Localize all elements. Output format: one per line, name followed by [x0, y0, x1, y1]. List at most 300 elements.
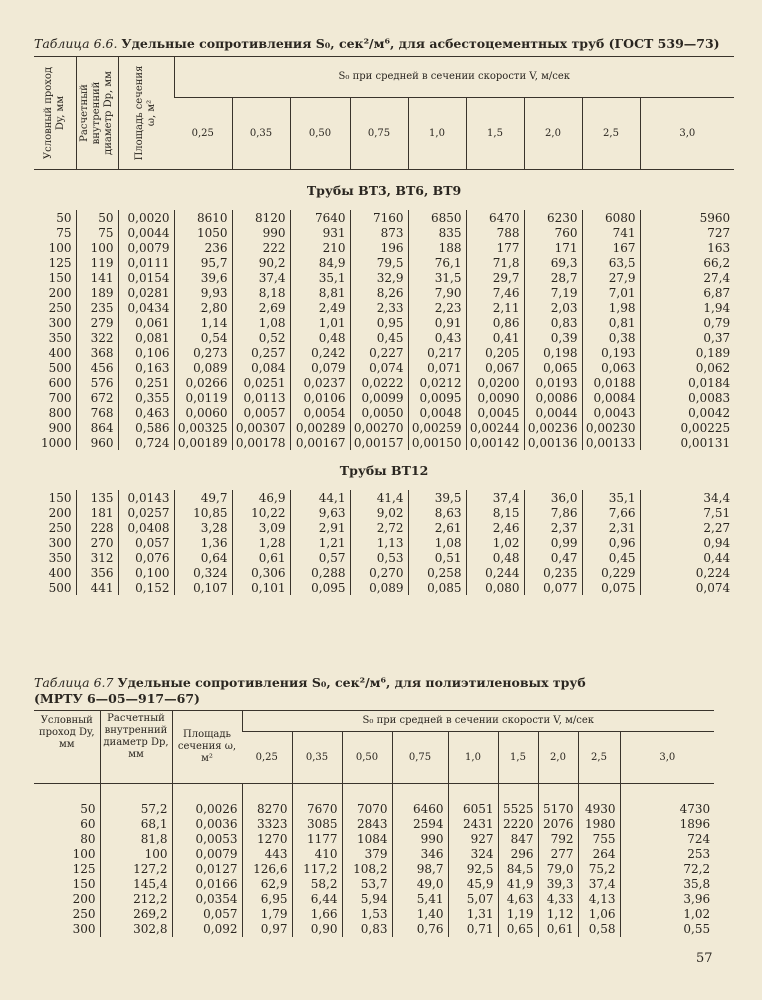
header-dp: Расчетный внутренний диаметр Dр, мм — [76, 57, 118, 170]
table-row — [34, 565, 734, 580]
table-cell: 2,11 — [466, 300, 524, 315]
table-cell: 864 — [76, 420, 118, 435]
table-cell: 2,72 — [350, 520, 408, 535]
table-cell: 0,81 — [582, 315, 640, 330]
table-cell: 0,54 — [174, 330, 232, 345]
table-cell: 269,2 — [100, 907, 172, 922]
table-cell: 700 — [48, 390, 72, 405]
table-cell: 1,01 — [290, 315, 350, 330]
table-cell: 0,44 — [640, 550, 734, 565]
table-cell: 0,55 — [620, 922, 714, 937]
table-cell: 0,41 — [466, 330, 524, 345]
table-cell: 0,092 — [172, 922, 242, 937]
table-cell: 5525 — [498, 802, 538, 817]
table-cell: 1,31 — [448, 907, 498, 922]
table-cell: 200 — [48, 505, 72, 520]
table-cell: 0,90 — [292, 922, 342, 937]
table-cell: 755 — [578, 832, 620, 847]
table-cell: 7070 — [342, 802, 392, 817]
table-cell: 2,33 — [350, 300, 408, 315]
table-cell: 45,9 — [448, 877, 498, 892]
table-cell: 0,0099 — [350, 390, 408, 405]
table-cell: 2594 — [392, 817, 448, 832]
table-row — [34, 240, 734, 255]
table-cell: 8,26 — [350, 285, 408, 300]
table-cell: 0,52 — [232, 330, 290, 345]
table-cell: 0,0127 — [172, 862, 242, 877]
spacer-cell — [100, 784, 172, 802]
table-cell: 0,00189 — [174, 435, 232, 450]
header-dy: Условный проход Dy, мм — [42, 66, 66, 160]
table-row — [34, 225, 734, 240]
table-cell: 0,0266 — [174, 375, 232, 390]
table-cell: 0,586 — [118, 420, 174, 435]
table-row — [34, 315, 734, 330]
table-cell: 600 — [48, 375, 72, 390]
table-cell: 1,36 — [174, 535, 232, 550]
table-row — [34, 535, 734, 550]
table-cell: 5170 — [538, 802, 578, 817]
table-66-label: Таблица 6.6. — [34, 36, 118, 51]
table-cell: 150 — [48, 490, 72, 505]
table-cell: 32,9 — [350, 270, 408, 285]
table-cell: 1,02 — [466, 535, 524, 550]
table-cell: 1896 — [620, 817, 714, 832]
table-cell: 8120 — [232, 210, 290, 225]
speed-header-cell: 0,25 — [191, 128, 214, 139]
table-cell: 44,1 — [290, 490, 350, 505]
speed-header-cell: 0,35 — [292, 732, 342, 784]
table-cell: 0,189 — [640, 345, 734, 360]
table-cell: 0,0057 — [232, 405, 290, 420]
table-cell: 727 — [640, 225, 734, 240]
table-cell: 0,075 — [582, 580, 640, 595]
table-cell: 228 — [76, 520, 118, 535]
table-cell: 368 — [76, 345, 118, 360]
table-cell: 0,324 — [174, 565, 232, 580]
table-cell: 279 — [76, 315, 118, 330]
table-cell: 270 — [76, 535, 118, 550]
table-cell: 1,06 — [578, 907, 620, 922]
table-cell: 0,0188 — [582, 375, 640, 390]
table-cell: 7,90 — [408, 285, 466, 300]
table-row — [34, 390, 734, 405]
table-cell: 0,71 — [448, 922, 498, 937]
table-cell: 3,96 — [620, 892, 714, 907]
table-cell: 0,0212 — [408, 375, 466, 390]
table-cell: 0,0200 — [466, 375, 524, 390]
table-cell: 0,0079 — [118, 240, 174, 255]
table-cell: 0,0042 — [640, 405, 734, 420]
table-cell: 3,09 — [232, 520, 290, 535]
header-area: Площадь сечения ω, м² — [118, 57, 174, 170]
table-cell: 3,28 — [174, 520, 232, 535]
table-cell: 1980 — [578, 817, 620, 832]
table-row — [34, 520, 734, 535]
table-cell: 0,00178 — [232, 435, 290, 450]
table-cell: 0,084 — [232, 360, 290, 375]
speed-header-cell: 0,50 — [290, 98, 350, 170]
table-cell: 0,080 — [466, 580, 524, 595]
table-cell: 0,00136 — [524, 435, 582, 450]
table-cell: 800 — [48, 405, 72, 420]
table-cell: 0,48 — [290, 330, 350, 345]
table-cell: 0,0434 — [118, 300, 174, 315]
table-cell: 296 — [498, 847, 538, 862]
table-cell: 410 — [292, 847, 342, 862]
section-title-row — [34, 170, 734, 211]
table-cell: 0,270 — [350, 565, 408, 580]
table-cell: 0,074 — [640, 580, 734, 595]
table-cell: 0,217 — [408, 345, 466, 360]
table-cell: 322 — [76, 330, 118, 345]
table-cell: 741 — [582, 225, 640, 240]
table-cell: 0,00167 — [290, 435, 350, 450]
table-cell: 6,95 — [242, 892, 292, 907]
table-cell: 1050 — [174, 225, 232, 240]
table-cell: 8,18 — [232, 285, 290, 300]
table-cell: 163 — [640, 240, 734, 255]
table-cell: 49,0 — [392, 877, 448, 892]
table-cell: 2,91 — [290, 520, 350, 535]
table-cell: 7,46 — [466, 285, 524, 300]
table-cell: 0,106 — [118, 345, 174, 360]
speed-header-cell: 1,0 — [408, 98, 466, 170]
table-cell: 990 — [232, 225, 290, 240]
table-cell: 0,235 — [524, 565, 582, 580]
table-cell: 37,4 — [232, 270, 290, 285]
table-cell: 0,067 — [466, 360, 524, 375]
table-cell: 960 — [76, 435, 118, 450]
table-cell: 2,49 — [290, 300, 350, 315]
spacer-cell — [34, 784, 100, 802]
table-cell: 0,00157 — [350, 435, 408, 450]
table-cell: 0,0086 — [524, 390, 582, 405]
table-cell: 7640 — [290, 210, 350, 225]
table-cell: 39,6 — [174, 270, 232, 285]
table-cell: 0,0193 — [524, 375, 582, 390]
table-cell: 79,5 — [350, 255, 408, 270]
table-cell: 0,57 — [290, 550, 350, 565]
table-cell: 150 — [72, 877, 96, 891]
table-cell: 41,4 — [350, 490, 408, 505]
table-cell: 4930 — [578, 802, 620, 817]
table-cell: 1,13 — [350, 535, 408, 550]
table-cell: 6850 — [408, 210, 466, 225]
table-cell: 0,83 — [342, 922, 392, 937]
table-67-title-line2: (МРТУ 6—05—917—67) — [34, 691, 200, 706]
table-cell: 39,5 — [408, 490, 466, 505]
table-cell: 6051 — [448, 802, 498, 817]
table-cell: 0,86 — [466, 315, 524, 330]
spacer-cell — [342, 784, 392, 802]
table-cell: 0,61 — [232, 550, 290, 565]
t67-header-area: Площадь сечения ω, м² — [172, 711, 242, 784]
table-cell: 31,5 — [408, 270, 466, 285]
table-cell: 576 — [76, 375, 118, 390]
table-cell: 4,33 — [538, 892, 578, 907]
table-cell: 0,0053 — [172, 832, 242, 847]
table-cell: 150 — [48, 270, 72, 285]
header-speed-group: S₀ при средней в сечении скорости V, м/сек — [174, 57, 734, 98]
table-cell: 35,1 — [290, 270, 350, 285]
table-67-body — [34, 784, 714, 937]
table-cell: 188 — [408, 240, 466, 255]
table-row — [34, 435, 734, 450]
table-cell: 400 — [48, 345, 72, 360]
table-cell: 27,9 — [582, 270, 640, 285]
table-cell: 53,7 — [342, 877, 392, 892]
table-cell: 0,061 — [118, 315, 174, 330]
table-cell: 119 — [76, 255, 118, 270]
table-cell: 200 — [48, 285, 72, 300]
table-cell: 0,00133 — [582, 435, 640, 450]
table-cell: 0,0043 — [582, 405, 640, 420]
table-cell: 0,0281 — [118, 285, 174, 300]
spacer-cell — [620, 784, 714, 802]
table-cell: 0,258 — [408, 565, 466, 580]
table-cell: 0,081 — [118, 330, 174, 345]
table-cell: 2,69 — [232, 300, 290, 315]
table-cell: 60 — [80, 817, 96, 831]
table-cell: 66,2 — [640, 255, 734, 270]
table-cell: 10,85 — [174, 505, 232, 520]
table-cell: 50 — [56, 210, 72, 225]
table-cell: 108,2 — [342, 862, 392, 877]
table-cell: 72,2 — [620, 862, 714, 877]
table-cell: 0,0106 — [290, 390, 350, 405]
table-cell: 0,463 — [118, 405, 174, 420]
table-cell: 0,99 — [524, 535, 582, 550]
table-row — [34, 892, 714, 907]
table-cell: 0,91 — [408, 315, 466, 330]
table-cell: 27,4 — [640, 270, 734, 285]
speed-header-cell: 0,25 — [255, 752, 278, 763]
table-cell: 63,5 — [582, 255, 640, 270]
table-cell: 0,163 — [118, 360, 174, 375]
table-cell: 37,4 — [466, 490, 524, 505]
table-cell: 0,39 — [524, 330, 582, 345]
table-cell: 1000 — [40, 435, 72, 450]
table-cell: 95,7 — [174, 255, 232, 270]
table-row — [34, 255, 734, 270]
table-cell: 346 — [392, 847, 448, 862]
table-cell: 141 — [76, 270, 118, 285]
spacer-cell — [578, 784, 620, 802]
table-cell: 6,44 — [292, 892, 342, 907]
table-cell: 46,9 — [232, 490, 290, 505]
table-cell: 0,227 — [350, 345, 408, 360]
table-cell: 0,00307 — [232, 420, 290, 435]
table-cell: 8270 — [242, 802, 292, 817]
table-cell: 7,19 — [524, 285, 582, 300]
table-row — [34, 360, 734, 375]
table-67 — [34, 710, 714, 937]
table-cell: 0,076 — [118, 550, 174, 565]
table-cell: 0,071 — [408, 360, 466, 375]
table-cell: 927 — [448, 832, 498, 847]
table-cell: 117,2 — [292, 862, 342, 877]
table-cell: 0,0044 — [118, 225, 174, 240]
table-cell: 127,2 — [100, 862, 172, 877]
table-row — [34, 405, 734, 420]
table-cell: 0,76 — [392, 922, 448, 937]
table-row — [34, 832, 714, 847]
table-cell: 0,51 — [408, 550, 466, 565]
table-cell: 0,45 — [582, 550, 640, 565]
table-row — [34, 817, 714, 832]
table-cell: 0,94 — [640, 535, 734, 550]
table-cell: 250 — [48, 300, 72, 315]
speed-header-cell: 2,5 — [582, 98, 640, 170]
table-cell: 2220 — [498, 817, 538, 832]
table-cell: 0,306 — [232, 565, 290, 580]
spacer-cell — [498, 784, 538, 802]
table-row — [34, 330, 734, 345]
table-cell: 0,0184 — [640, 375, 734, 390]
table-cell: 0,37 — [640, 330, 734, 345]
table-row — [34, 877, 714, 892]
table-cell: 0,0079 — [172, 847, 242, 862]
table-cell: 2,61 — [408, 520, 466, 535]
page-number: 57 — [696, 951, 713, 966]
table-cell: 0,00289 — [290, 420, 350, 435]
table-cell: 0,0166 — [172, 877, 242, 892]
table-cell: 0,96 — [582, 535, 640, 550]
table-cell: 0,0251 — [232, 375, 290, 390]
table-row — [34, 345, 734, 360]
speed-header-cell: 3,0 — [640, 98, 734, 170]
speed-header-cell: 1,5 — [466, 98, 524, 170]
table-cell: 0,100 — [118, 565, 174, 580]
table-cell: 41,9 — [498, 877, 538, 892]
table-cell: 10,22 — [232, 505, 290, 520]
table-cell: 990 — [392, 832, 448, 847]
table-cell: 0,0020 — [118, 210, 174, 225]
table-row — [34, 505, 734, 520]
table-cell: 210 — [290, 240, 350, 255]
table-cell: 0,0408 — [118, 520, 174, 535]
table-cell: 3323 — [242, 817, 292, 832]
table-cell: 4,13 — [578, 892, 620, 907]
table-cell: 28,7 — [524, 270, 582, 285]
table-cell: 6460 — [392, 802, 448, 817]
table-66-title: Удельные сопротивления S₀, сек²/м⁶, для асбестоцементных труб (ГОСТ 539—73) — [121, 36, 720, 51]
table-cell: 0,152 — [118, 580, 174, 595]
table-cell: 0,057 — [118, 535, 174, 550]
table-cell: 0,224 — [640, 565, 734, 580]
table-cell: 264 — [578, 847, 620, 862]
table-cell: 0,062 — [640, 360, 734, 375]
table-cell: 873 — [350, 225, 408, 240]
table-cell: 3085 — [292, 817, 342, 832]
table-cell: 0,0048 — [408, 405, 466, 420]
table-cell: 0,00230 — [582, 420, 640, 435]
table-cell: 6080 — [582, 210, 640, 225]
table-cell: 5,94 — [342, 892, 392, 907]
table-cell: 2,23 — [408, 300, 466, 315]
table-cell: 500 — [48, 580, 72, 595]
table-cell: 0,205 — [466, 345, 524, 360]
table-cell: 181 — [76, 505, 118, 520]
table-cell: 0,0222 — [350, 375, 408, 390]
table-cell: 2843 — [342, 817, 392, 832]
table-cell: 0,38 — [582, 330, 640, 345]
table-cell: 0,53 — [350, 550, 408, 565]
table-cell: 0,077 — [524, 580, 582, 595]
table-cell: 788 — [466, 225, 524, 240]
table-cell: 277 — [538, 847, 578, 862]
table-cell: 1,08 — [408, 535, 466, 550]
table-row — [34, 210, 734, 225]
table-cell: 0,244 — [466, 565, 524, 580]
table-cell: 0,0354 — [172, 892, 242, 907]
table-cell: 0,0257 — [118, 505, 174, 520]
table-cell: 500 — [48, 360, 72, 375]
table-cell: 1,14 — [174, 315, 232, 330]
table-cell: 847 — [498, 832, 538, 847]
speed-header-cell: 1,5 — [498, 732, 538, 784]
table-cell: 79,0 — [538, 862, 578, 877]
table-cell: 1,79 — [242, 907, 292, 922]
table-cell: 0,00225 — [640, 420, 734, 435]
table-cell: 1,02 — [620, 907, 714, 922]
table-cell: 1,98 — [582, 300, 640, 315]
section-title: Трубы ВТ12 — [339, 462, 429, 478]
table-cell: 4,63 — [498, 892, 538, 907]
table-cell: 300 — [48, 535, 72, 550]
table-cell: 0,0119 — [174, 390, 232, 405]
table-cell: 0,0026 — [172, 802, 242, 817]
table-cell: 1,40 — [392, 907, 448, 922]
table-cell: 768 — [76, 405, 118, 420]
table-cell: 0,288 — [290, 565, 350, 580]
table-row — [34, 375, 734, 390]
table-cell: 9,63 — [290, 505, 350, 520]
table-67-label: Таблица 6.7 — [34, 675, 114, 690]
table-cell: 456 — [76, 360, 118, 375]
table-cell: 0,0090 — [466, 390, 524, 405]
table-cell: 9,02 — [350, 505, 408, 520]
table-row — [34, 862, 714, 877]
table-row — [34, 285, 734, 300]
table-row — [34, 580, 734, 595]
table-67-caption — [34, 675, 734, 707]
table-cell: 7,51 — [640, 505, 734, 520]
table-row — [34, 922, 714, 937]
table-cell: 350 — [48, 330, 72, 345]
table-cell: 0,273 — [174, 345, 232, 360]
table-cell: 0,00236 — [524, 420, 582, 435]
t67-header-dy: Условный проход Dy, мм — [38, 715, 95, 750]
table-row — [34, 550, 734, 565]
spacer-cell — [292, 784, 342, 802]
table-cell: 835 — [408, 225, 466, 240]
table-row — [34, 907, 714, 922]
table-cell: 2,80 — [174, 300, 232, 315]
table-cell: 0,065 — [524, 360, 582, 375]
table-cell: 98,7 — [392, 862, 448, 877]
speed-header-cell: 2,5 — [578, 732, 620, 784]
table-cell: 312 — [76, 550, 118, 565]
table-cell: 50 — [80, 802, 96, 816]
table-cell: 0,0036 — [172, 817, 242, 832]
table-row — [34, 420, 734, 435]
table-cell: 2431 — [448, 817, 498, 832]
table-cell: 1,28 — [232, 535, 290, 550]
table-cell: 7670 — [292, 802, 342, 817]
spacer-row — [34, 784, 714, 802]
